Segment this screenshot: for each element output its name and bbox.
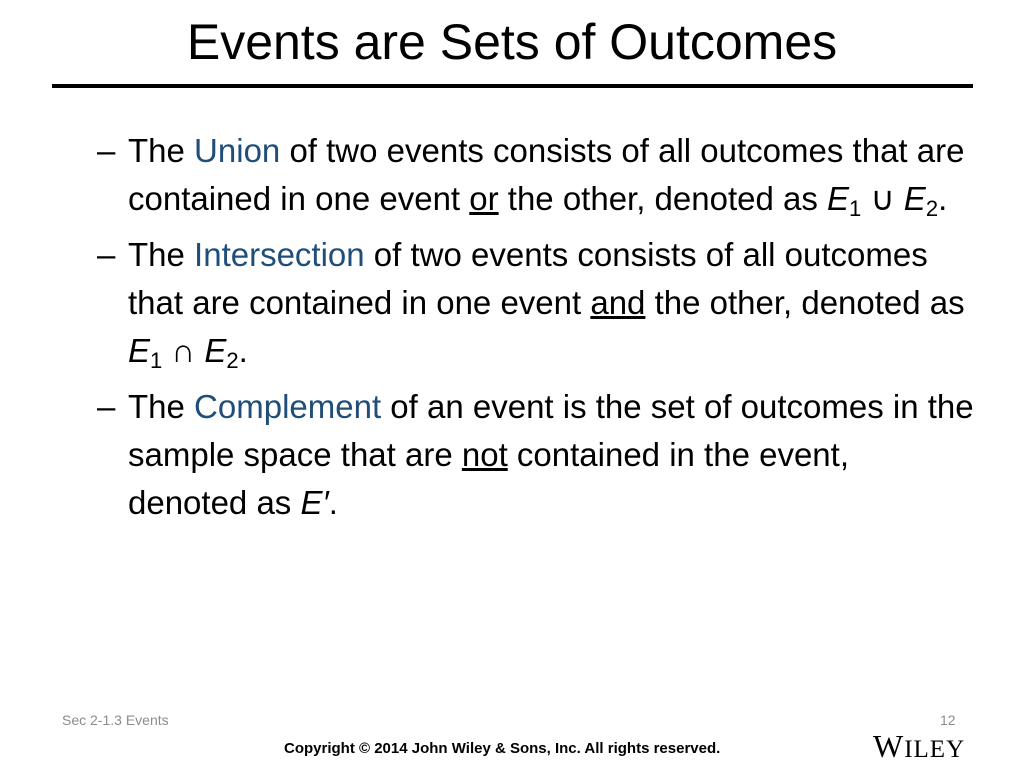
slide-title: Events are Sets of Outcomes bbox=[186, 14, 838, 70]
bullet-text: The bbox=[128, 132, 195, 169]
bullet-text: of an event is the set of outcomes in the sample space that are bbox=[128, 388, 974, 473]
term-complement: Complement bbox=[194, 388, 382, 425]
wiley-logo bbox=[873, 728, 965, 768]
subscript: 1 bbox=[849, 196, 862, 221]
subscript: 2 bbox=[226, 348, 239, 373]
page-number: 12 bbox=[940, 712, 956, 728]
bullet-text: The bbox=[128, 388, 195, 425]
bullet-text: The bbox=[128, 236, 195, 273]
bullet-complement bbox=[97, 383, 977, 527]
logo-rest: ILEY bbox=[904, 736, 966, 763]
term-union: Union bbox=[194, 132, 281, 169]
title-divider bbox=[52, 84, 973, 88]
period: . bbox=[238, 332, 248, 369]
emphasis-not: not bbox=[461, 436, 508, 473]
bullet-dash: – bbox=[97, 388, 116, 425]
bullet-dash: – bbox=[97, 132, 116, 169]
variable-e: E bbox=[128, 332, 151, 369]
footer-section: Sec 2-1.3 Events bbox=[62, 712, 169, 728]
variable-e: E bbox=[903, 180, 926, 217]
subscript: 1 bbox=[150, 348, 163, 373]
bullet-intersection bbox=[97, 231, 977, 375]
bullet-list bbox=[97, 127, 977, 535]
period: . bbox=[328, 484, 338, 521]
bullet-text: contained in the event, denoted as bbox=[128, 436, 849, 521]
emphasis-or: or bbox=[469, 180, 499, 217]
subscript: 2 bbox=[925, 196, 939, 221]
period: . bbox=[938, 180, 948, 217]
bullet-dash: – bbox=[97, 236, 116, 273]
logo-initial: W bbox=[873, 728, 905, 764]
bullet-text: the other, denoted as bbox=[498, 180, 828, 217]
variable-e: E bbox=[204, 332, 227, 369]
emphasis-and: and bbox=[590, 284, 646, 321]
union-symbol: ∪ bbox=[861, 180, 904, 217]
variable-e: E bbox=[827, 180, 850, 217]
bullet-union bbox=[97, 127, 977, 223]
intersection-symbol: ∩ bbox=[162, 332, 205, 369]
copyright-notice: Copyright © 2014 John Wiley & Sons, Inc. All rights reserved. bbox=[284, 740, 721, 757]
bullet-text: the other, denoted as bbox=[645, 284, 965, 321]
bullet-text: of two events consists of all outcomes that are contained in one event bbox=[128, 132, 965, 217]
bullet-text: of two events consists of all outcomes that are contained in one event bbox=[128, 236, 928, 321]
term-intersection: Intersection bbox=[194, 236, 365, 273]
variable-e-prime: E′ bbox=[300, 484, 329, 521]
